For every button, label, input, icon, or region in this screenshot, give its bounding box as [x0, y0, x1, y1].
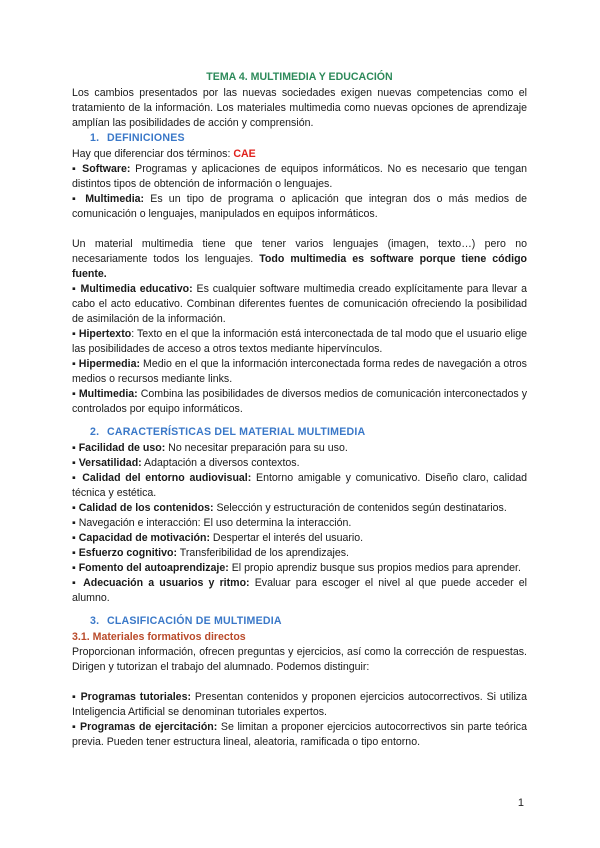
list-item-text: Presentan contenidos y proponen ejercicios autocorrectivos. Si utiliza Inteligencia Artificial se denominan tutoriales expertos. — [72, 691, 527, 718]
bullet-icon: ▪ — [72, 532, 79, 544]
list-item — [72, 282, 527, 327]
bullet-icon: ▪ — [72, 472, 83, 484]
section-1-lead: Hay que diferenciar dos términos: CAE — [72, 148, 256, 160]
list-item — [72, 546, 527, 561]
section-2-heading: 2. CARACTERÍSTICAS DEL MATERIAL MULTIMEDIA — [90, 426, 366, 438]
list-item — [72, 561, 527, 576]
list-item — [72, 456, 527, 471]
document-page — [72, 70, 527, 750]
bullet-icon: ▪ — [72, 562, 79, 574]
list-item — [72, 501, 527, 516]
list-item-text: Es un tipo de programa o aplicación que integran dos o más medios de comunicación o lenguajes, manipulados en equipos informáticos. — [72, 193, 527, 220]
characteristics-list — [72, 441, 527, 606]
list-item-text: Evaluar para escoger el nivel al que puede acceder el alumno. — [72, 577, 527, 604]
intro-paragraph: Los cambios presentados por las nuevas sociedades exigen nuevas competencias como el tratamiento de la información. Los materiales multimedia como nuevas opciones de aprendizaje amplían las posibilidades de acción y comprensión. — [72, 87, 527, 129]
list-item — [72, 441, 527, 456]
list-item-term: Adecuación a usuarios y ritmo: — [83, 577, 250, 589]
list-item-text: Combina las posibilidades de diversos medios de comunicación interconectados y controlados por equipo informáticos. — [72, 388, 528, 415]
bullet-icon: ▪ — [72, 457, 79, 469]
list-item-text: Selección y estructuración de contenidos según destinatarios. — [213, 502, 507, 514]
list-item — [72, 576, 527, 606]
page-number: 1 — [517, 797, 524, 809]
list-item — [72, 720, 527, 750]
list-item-term: Facilidad de uso: — [78, 442, 166, 454]
bullet-icon: ▪ — [72, 193, 86, 205]
list-item-text: Entorno amigable y comunicativo. Diseño claro, calidad técnica y estética. — [72, 472, 528, 499]
list-item — [72, 357, 527, 387]
list-item-text: Adaptación a diversos contextos. — [141, 457, 300, 469]
list-item-text: Se limitan a proponer ejercicios autocorrectivos sin parte teórica previa. Pueden tener estructura lineal, aleatoria, ramificada o tipo entorno. — [72, 721, 527, 748]
list-item-text: : Texto en el que la información está interconectada de tal modo que el usuario elige las posibilidades de acceso a otros textos mediante hipervínculos. — [72, 328, 527, 355]
page-title: TEMA 4. MULTIMEDIA Y EDUCACIÓN — [206, 71, 393, 83]
list-item — [72, 471, 527, 501]
section-3-heading: 3. CLASIFICACIÓN DE MULTIMEDIA — [90, 615, 282, 627]
list-item-term: Fomento del autoaprendizaje: — [78, 562, 229, 574]
list-item-term: Hipermedia: — [78, 358, 141, 370]
cae-highlight: CAE — [233, 148, 256, 160]
bullet-icon: ▪ — [72, 691, 81, 703]
list-item-term: Multimedia educativo: — [80, 283, 193, 295]
multimedia-paragraph: Un material multimedia tiene que tener varios lenguajes (imagen, texto…) pero no necesariamente todos los lenguajes. Todo multimedia es software porque tiene código fuente. — [72, 238, 528, 280]
list-item-term: Multimedia: — [85, 193, 145, 205]
list-item — [72, 327, 527, 357]
bullet-icon: ▪ — [72, 517, 79, 529]
list-item — [72, 531, 527, 546]
list-item-term: Calidad de los contenidos: — [78, 502, 214, 514]
list-item — [72, 516, 527, 531]
bullet-icon: ▪ — [72, 388, 79, 400]
bullet-icon: ▪ — [72, 358, 79, 370]
bullet-icon: ▪ — [72, 163, 83, 175]
list-item-term: Calidad del entorno audiovisual: — [82, 472, 252, 484]
list-item-text: Es cualquier software multimedia creado explícitamente para llevar a cabo el acto educativo. Combinan diferentes fuentes de comunicación ofreciendo la posibilidad de asimilación de la información. — [72, 283, 528, 325]
definitions-list — [72, 162, 527, 222]
list-item — [72, 690, 527, 720]
bullet-icon: ▪ — [72, 442, 79, 454]
definitions-list-2 — [72, 282, 527, 417]
classification-list — [72, 690, 527, 750]
list-item — [72, 387, 527, 417]
list-item-text: Navegación e interacción: El uso determina la interacción. — [78, 517, 352, 529]
section-3-paragraph: Proporcionan información, ofrecen preguntas y ejercicios, así como la corrección de respuestas. Dirigen y tutorizan el trabajo del alumnado. Podemos distinguir: — [72, 646, 527, 673]
list-item-term: Esfuerzo cognitivo: — [78, 547, 177, 559]
bullet-icon: ▪ — [72, 328, 79, 340]
bullet-icon: ▪ — [72, 502, 79, 514]
subsection-3-1-heading: 3.1. Materiales formativos directos — [72, 631, 246, 643]
list-item-text: Transferibilidad de los aprendizajes. — [177, 547, 349, 559]
section-1-heading: 1. DEFINICIONES — [90, 132, 185, 144]
list-item-term: Programas tutoriales: — [80, 691, 191, 703]
bullet-icon: ▪ — [72, 283, 81, 295]
list-item-term: Multimedia: — [78, 388, 138, 400]
list-item — [72, 192, 527, 222]
list-item-text: Medio en el que la información interconectada forma redes de navegación a otros medios o recursos mediante links. — [72, 358, 527, 385]
bullet-icon: ▪ — [72, 577, 84, 589]
list-item-text: Programas y aplicaciones de equipos informáticos. No es necesario que tengan distintos tipos de obtención de información o lenguajes. — [72, 163, 527, 190]
list-item-term: Programas de ejercitación: — [80, 721, 218, 733]
list-item — [72, 162, 527, 192]
list-item-term: Hipertexto — [78, 328, 132, 340]
bullet-icon: ▪ — [72, 547, 79, 559]
list-item-text: Despertar el interés del usuario. — [209, 532, 364, 544]
list-item-term: Capacidad de motivación: — [78, 532, 210, 544]
list-item-text: No necesitar preparación para su uso. — [165, 442, 348, 454]
list-item-term: Versatilidad: — [78, 457, 142, 469]
bullet-icon: ▪ — [72, 721, 80, 733]
list-item-term: Software: — [82, 163, 131, 175]
list-item-text: El propio aprendiz busque sus propios medios para aprender. — [228, 562, 521, 574]
